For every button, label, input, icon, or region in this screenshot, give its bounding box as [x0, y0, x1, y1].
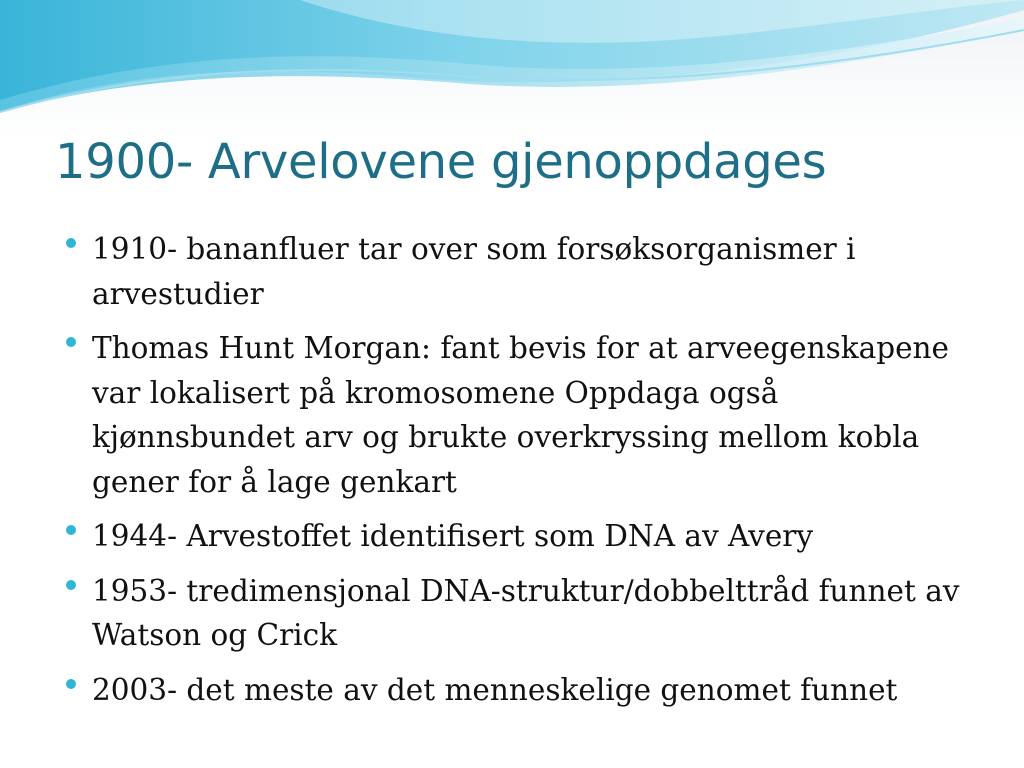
bullet-dot-icon — [66, 238, 76, 248]
bullet-dot-icon — [66, 525, 76, 535]
bullet-text: 1944- Arvestoffet identifisert som DNA av Avery — [92, 519, 814, 553]
header-wave-decoration — [0, 0, 1024, 120]
bullet-item — [64, 514, 964, 559]
bullet-list — [64, 227, 964, 722]
bullet-dot-icon — [66, 679, 76, 689]
bullet-dot-icon — [66, 580, 76, 590]
bullet-item — [64, 569, 964, 658]
bullet-item — [64, 668, 964, 713]
bullet-text: 2003- det meste av det menneskelige genomet funnet — [92, 672, 898, 707]
bullet-dot-icon — [66, 337, 76, 347]
bullet-item — [64, 326, 964, 504]
bullet-item — [64, 227, 964, 316]
bullet-text: 1910- bananfluer tar over som forsøksorganismer i arvestudier — [92, 232, 856, 311]
slide-title: 1900- Arvelovene gjenoppdages — [55, 134, 827, 190]
bullet-text: Thomas Hunt Morgan: fant bevis for at arveegenskapene var lokalisert på kromosomene Oppdaga også kjønnsbundet arv og brukte overkryssing mellom kobla gener for å lage genkart — [92, 331, 950, 499]
bullet-text: 1953- tredimensjonal DNA-struktur/dobbelttråd funnet av Watson og Crick — [92, 573, 960, 652]
